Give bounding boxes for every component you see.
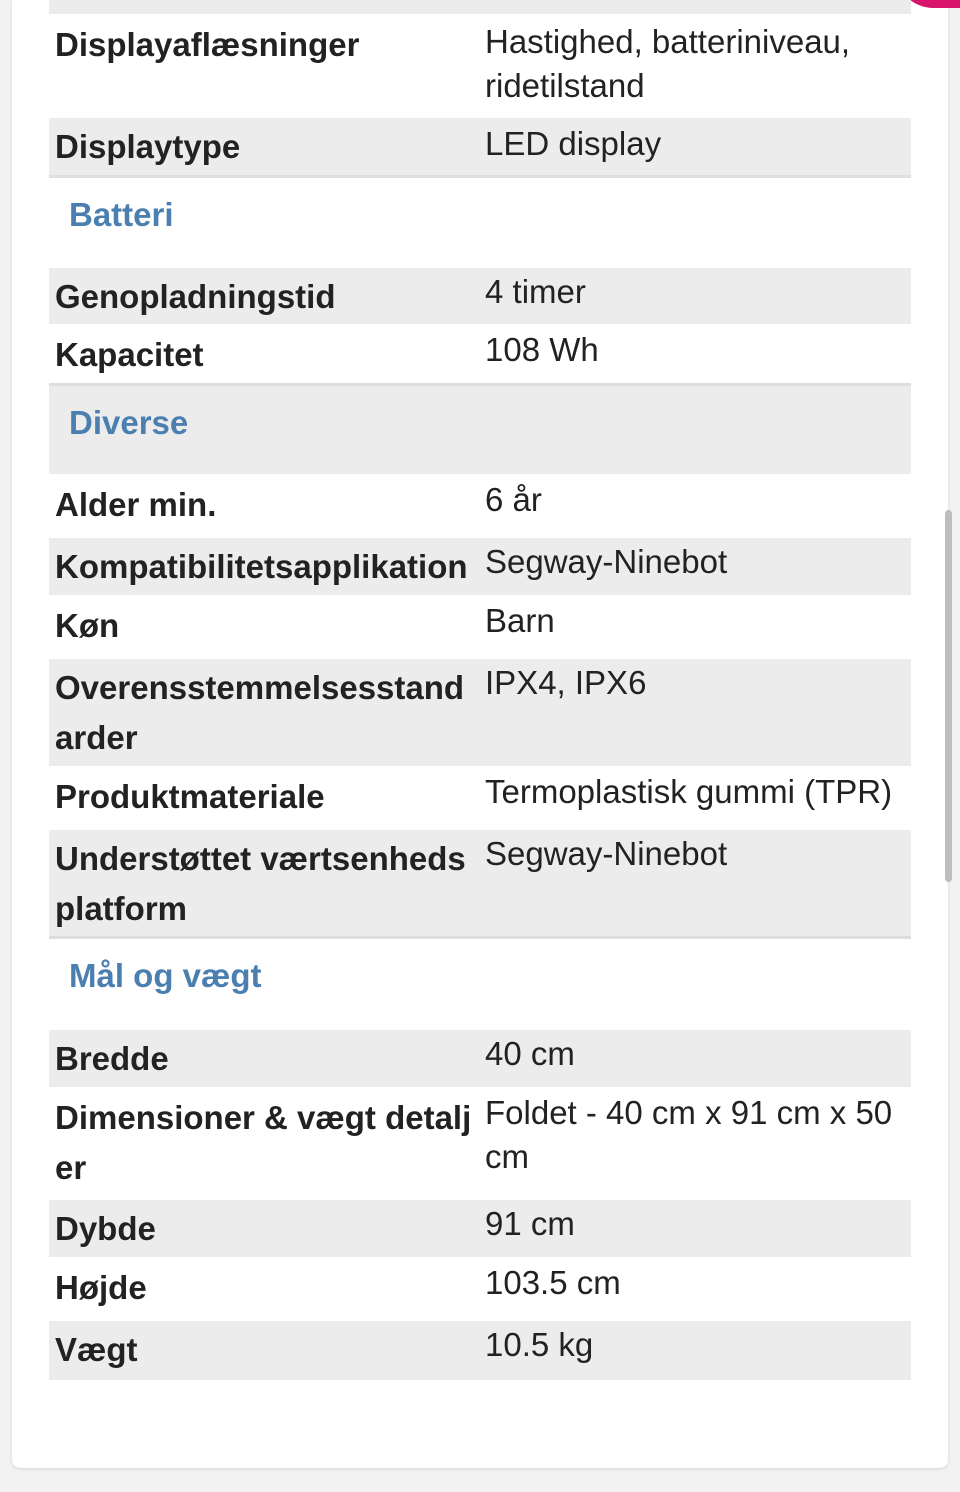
table-row xyxy=(49,595,911,659)
section-heading-battery: Batteri xyxy=(69,196,174,233)
row-value: 103.5 cm xyxy=(485,1264,621,1301)
table-row xyxy=(49,1087,911,1200)
table-row xyxy=(49,118,911,178)
row-value: 108 Wh xyxy=(485,331,599,368)
row-label: Kapacitet xyxy=(55,336,204,373)
table-row xyxy=(49,830,911,939)
row-label: Produktmateriale xyxy=(55,778,325,815)
row-label: Køn xyxy=(55,607,120,644)
row-label: Højde xyxy=(55,1269,147,1306)
row-value: 91 cm xyxy=(485,1205,575,1242)
row-label: Displaytype xyxy=(55,128,241,165)
row-value: Foldet - 40 cm x 91 cm x 50 cm xyxy=(485,1094,893,1175)
table-row xyxy=(49,1200,911,1257)
row-label: Understøttet værtsenheds platform xyxy=(55,840,466,927)
row-label: Kompatibilitetsapplikation xyxy=(55,548,468,585)
table-row xyxy=(49,474,911,538)
row-value: Segway-Ninebot xyxy=(485,543,728,580)
row-value: 4 timer xyxy=(485,273,586,310)
row-value: Segway-Ninebot xyxy=(485,835,728,872)
row-value: LED display xyxy=(485,125,662,162)
row-value: 10.5 kg xyxy=(485,1326,594,1363)
row-label: Dimensioner & vægt detaljer xyxy=(55,1099,472,1186)
row-value: Hastighed, batteriniveau, ridetilstand xyxy=(485,23,851,104)
table-row xyxy=(49,766,911,830)
table-row xyxy=(49,659,911,766)
table-row xyxy=(49,1030,911,1087)
row-label: Dybde xyxy=(55,1210,156,1247)
section-heading-misc: Diverse xyxy=(49,386,911,474)
row-label: Overensstemmelsesstandarder xyxy=(55,669,465,756)
row-label: Displayaflæsninger xyxy=(55,26,360,63)
table-row xyxy=(49,14,911,118)
row-value: Barn xyxy=(485,602,555,639)
row-value: Termoplastisk gummi (TPR) xyxy=(485,773,893,810)
section-heading-dimensions: Mål og vægt xyxy=(69,957,262,994)
row-label: Vægt xyxy=(55,1331,138,1368)
table-row xyxy=(49,538,911,595)
scrollbar[interactable] xyxy=(945,510,952,882)
row-value: IPX4, IPX6 xyxy=(485,664,647,701)
table-row xyxy=(49,1257,911,1321)
table-row xyxy=(49,268,911,324)
spec-table xyxy=(49,14,911,1380)
row-label: Bredde xyxy=(55,1040,169,1077)
table-row xyxy=(49,324,911,386)
row-label: Alder min. xyxy=(55,486,217,523)
table-row xyxy=(49,1321,911,1380)
row-label: Genopladningstid xyxy=(55,278,336,315)
previous-row-strip xyxy=(49,0,911,14)
row-value: 6 år xyxy=(485,481,542,518)
row-value: 40 cm xyxy=(485,1035,575,1072)
